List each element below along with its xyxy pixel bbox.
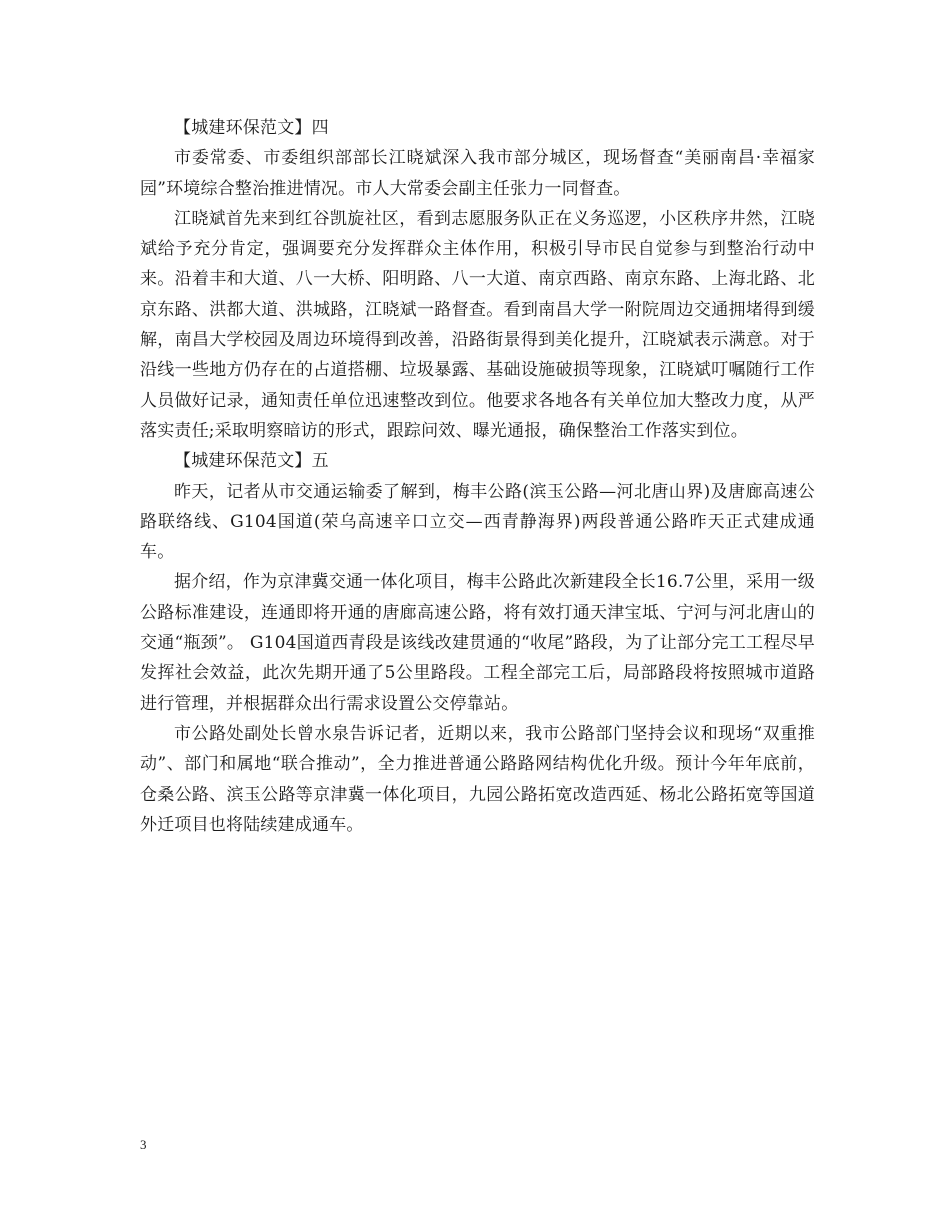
paragraph-inspection-intro: 市委常委、市委组织部部长江晓斌深入我市部分城区，现场督查“美丽南昌·幸福家园”环境综合整治推进情况。市人大常委会副主任张力一同督查。: [140, 148, 815, 199]
paragraph-road-project-details: 据介绍，作为京津冀交通一体化项目，梅丰公路此次新建段全长16.7公里，采用一级公路标准建设，连通即将开通的唐廊高速公路，将有效打通天津宝坻、宁河与河北唐山的交通“瓶颈”。 G104国道西青段是该线改建贯通的“收尾”路段，为了让部分完工工程尽早发挥社会效益，此次先期开通了5公里路段。工程全部完工后，局部路段将按照城市道路进行管理，并根据群众出行需求设置公交停靠站。: [140, 572, 815, 714]
document-body: [140, 113, 815, 840]
paragraph-road-network-plans: 市公路处副处长曾水泉告诉记者，近期以来，我市公路部门坚持会议和现场“双重推动”、部门和属地“联合推动”，全力推进普通公路路网结构优化升级。预计今年年底前，仓桑公路、滨玉公路等京津冀一体化项目，九园公路拓宽改造西延、杨北公路拓宽等国道外迁项目也将陆续建成通车。: [140, 723, 815, 835]
paragraph-road-opening: 昨天，记者从市交通运输委了解到，梅丰公路(滨玉公路—河北唐山界)及唐廊高速公路联络线、G104国道(荣乌高速辛口立交—西青静海界)两段普通公路昨天正式建成通车。: [140, 481, 815, 563]
page-number: 3: [140, 1137, 147, 1152]
section-heading-five: 【城建环保范文】五: [174, 451, 329, 472]
section-heading-four: 【城建环保范文】四: [174, 118, 329, 138]
paragraph-inspection-details: 江晓斌首先来到红谷凯旋社区，看到志愿服务队正在义务巡逻，小区秩序井然，江晓斌给予充分肯定，强调要充分发挥群众主体作用，积极引导市民自觉参与到整治行动中来。沿着丰和大道、八一大桥、阳明路、八一大道、南京西路、南京东路、上海北路、北京东路、洪都大道、洪城路，江晓斌一路督查。看到南昌大学一附院周边交通拥堵得到缓解，南昌大学校园及周边环境得到改善，沿路街景得到美化提升，江晓斌表示满意。对于沿线一些地方仍存在的占道搭棚、垃圾暴露、基础设施破损等现象，江晓斌叮嘱随行工作人员做好记录，通知责任单位迅速整改到位。他要求各地各有关单位加大整改力度，从严落实责任;采取明察暗访的形式，跟踪问效、曝光通报，确保整治工作落实到位。: [140, 208, 815, 441]
